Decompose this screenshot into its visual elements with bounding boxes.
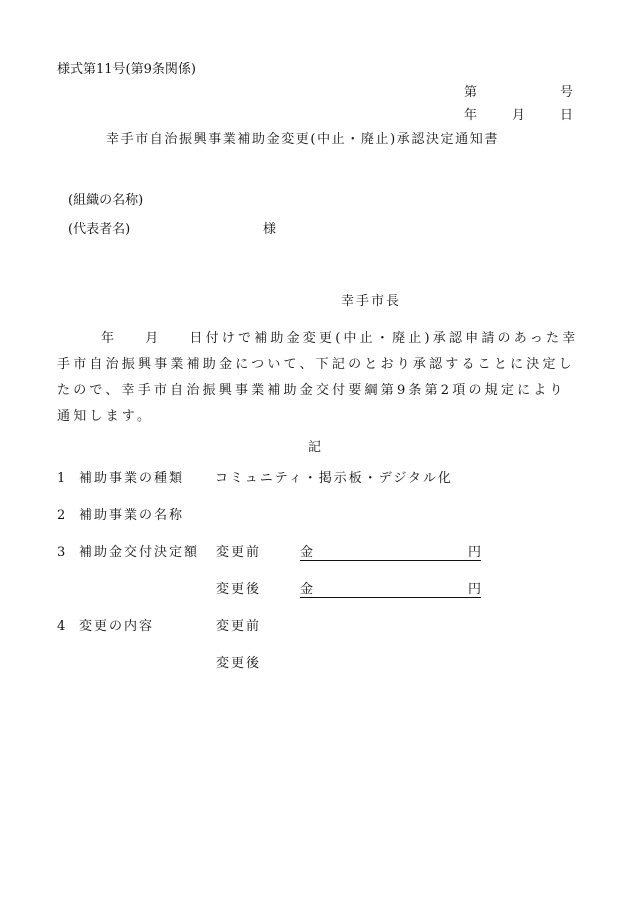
item-number: 3 bbox=[57, 545, 66, 560]
date-day: 日 bbox=[560, 108, 574, 123]
after-change-label: 変更後 bbox=[216, 656, 262, 671]
item-number: 2 bbox=[57, 508, 66, 523]
item-value: コミュニティ・掲示板・デジタル化 bbox=[215, 471, 453, 486]
notice-body bbox=[57, 326, 579, 430]
yen-label: 円 bbox=[467, 545, 481, 560]
item-label: 補助事業の種類 bbox=[79, 471, 185, 486]
body-month: 月 bbox=[145, 331, 162, 346]
kin-label: 金 bbox=[300, 582, 314, 597]
doc-number-prefix: 第 bbox=[464, 85, 478, 100]
body-year: 年 bbox=[101, 331, 118, 346]
item-number: 1 bbox=[57, 471, 66, 486]
org-name-label: (組織の名称) bbox=[68, 193, 144, 208]
date-year: 年 bbox=[464, 108, 478, 123]
date-month: 月 bbox=[512, 108, 526, 123]
before-change-label: 変更前 bbox=[216, 545, 262, 560]
issuer: 幸手市長 bbox=[341, 294, 402, 309]
representative-label: (代表者名) bbox=[68, 222, 131, 237]
yen-label: 円 bbox=[467, 582, 481, 597]
document-title: 幸手市自治振興事業補助金変更(中止・廃止)承認決定通知書 bbox=[106, 132, 499, 147]
before-change-label: 変更前 bbox=[216, 619, 262, 634]
amount-after-field bbox=[300, 581, 481, 598]
item-label: 補助事業の名称 bbox=[79, 508, 185, 523]
amount-before-field bbox=[300, 544, 481, 561]
form-number: 様式第11号(第9条関係) bbox=[57, 62, 196, 77]
item-label: 変更の内容 bbox=[79, 619, 155, 634]
after-change-label: 変更後 bbox=[216, 582, 262, 597]
honorific: 様 bbox=[263, 222, 277, 237]
item-label: 補助金交付決定額 bbox=[79, 545, 200, 560]
kin-label: 金 bbox=[300, 545, 314, 560]
body-text: 日付けで補助金変更(中止・廃止)承認申請のあった幸手市自治振興事業補助金について、下記のとおり承認することに決定したので、幸手市自治振興事業補助金交付要綱第9条第2項の規定により通知します。 bbox=[57, 331, 579, 424]
ki-heading: 記 bbox=[308, 440, 322, 455]
item-number: 4 bbox=[57, 619, 66, 634]
doc-number-suffix: 号 bbox=[560, 85, 574, 100]
